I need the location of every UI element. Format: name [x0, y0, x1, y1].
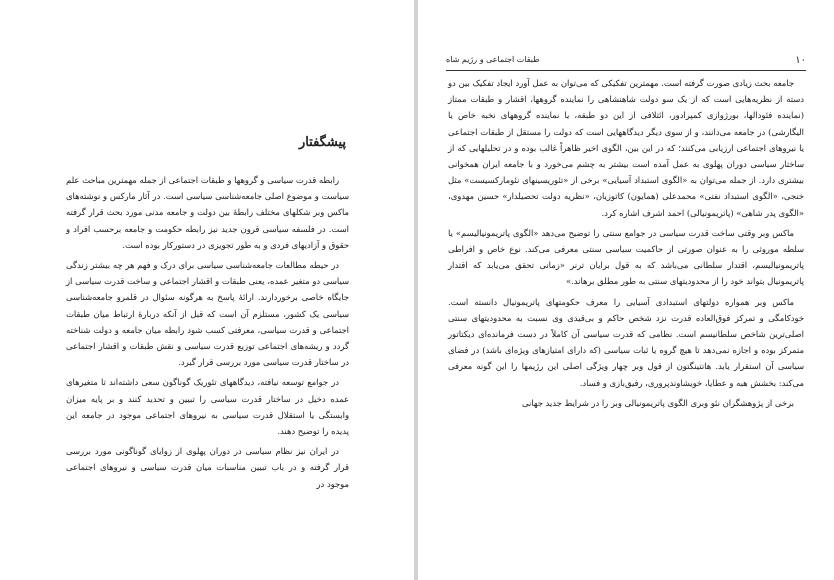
right-body-text [448, 75, 804, 415]
right-page [418, 0, 834, 580]
paragraph: در ایران نیز نظام سیاسی در دوران پهلوی از زوایای گوناگونی مورد بررسی قرار گرفته و در باب تبیین مناسبات میان قدرت سیاسی و نیروهای اجتماعی موجود در [66, 446, 349, 489]
chapter-title: پیشگفتار [298, 135, 346, 150]
paragraph: در جوامع توسعه نیافته، دیدگاههای تئوریک گوناگون سعی داشته‌اند تا متغیرهای عمده دخیل در ساختار قدرت سیاسی را تبیین و تحدید کنند و بر پایه میزان وابستگی یا استقلال قدرت سیاسی به نیروهای اجتماعی موجود در جامعه این پدیده را توضیح دهند. [66, 377, 349, 437]
paragraph: رابطه قدرت سیاسی و گروهها و طبقات اجتماعی از جمله مهمترین مباحث علم سیاست و موضوع اصلی جامعه‌شناسی سیاسی است. در آثار مارکس و نوشته‌های ماکس وبر شکلهای مختلف رابطهٔ بین دولت و جامعه مدنی مورد بحث قرار گرفته است. در فلسفه سیاسی قرون جدید نیز رابطه حکومت و جامعه برحسب افراد و حقوق و آزادیهای فردی و به طور تجویزی در دستورکار بوده است. [66, 175, 349, 250]
paragraph: ماکس وبر همواره دولتهای استبدادی آسیایی را معرف حکومتهای پاتریمونیال دانسته است. خودکامگی و تمرکز فوق‌العاده قدرت نزد شخص حاکم و بی‌قیدی وی نسبت به محدودیتهای سنتی اصلی‌ترین شاخص سلطانیسم است. نظامی که قدرت سیاسی آن کاملاً در دست فرمانده‌ای دیکتاتور متمرکز بوده و اجازه نمی‌دهد تا هیچ گروه یا ثبات سیاسی (که دارای امتیازهای ویژه‌ای باشد) در فضای سیاسی آن استقرار یابد. هانتینگتون از قول وبر چهار ویژگی اصلی این رژیمها را این گونه معرفی می‌کند: بخشش هبه و عطایا، خویشاوندپروری، رفیق‌بازی و فساد. [448, 296, 804, 388]
header-rule [446, 70, 806, 71]
running-title: طبقات اجتماعی و رژیم شاه [446, 55, 540, 64]
paragraph: در حیطه مطالعات جامعه‌شناسی سیاسی برای درک و فهم هر چه بیشتر زندگی سیاسی دو متغیر عمده، یعنی طبقات و اقشار اجتماعی و ساخت قدرت سیاسی از جایگاه خاصی برخوردارند. ارائهٔ پاسخ به هرگونه سئوال در قلمرو جامعه‌شناسی سیاسی یک کشور، مستلزم آن است که قبل از آنکه دربارهٔ ارتباط میان طبقات اجتماعی و قدرت سیاسی، معرفتی کسب شود رابطه میان جامعه و دولت شناخته گردد و ریشه‌های اجتماعی توزیع قدرت سیاسی و نقش طبقات و اقشار اجتماعی در ساختار قدرت سیاسی مورد بررسی قرار گیرد. [66, 260, 349, 368]
paragraph: ماکس وبر وقتی ساخت قدرت سیاسی در جوامع سنتی را توضیح می‌دهد «الگوی پاتریمونیالیسم» یا سلطه موروثی را به عنوان صورتی از حاکمیت سیاسی سنتی معرفی می‌کند. نوع خاص و افراطی پاتریمونیالیسم، اقتدار سلطانی می‌باشد که به قول برایان ترنر «زمانی تحقق می‌یابد که اقتدار پاتریمونیال بتواند خود را از محدودیتهای سنتی به طور مطلق برهاند.» [448, 227, 804, 287]
paragraph: برخی از پژوهشگران نئو وبری الگوی پاتریمونیالی وبر را در شرایط جدید جهانی [521, 397, 794, 408]
running-header [446, 55, 806, 67]
paragraph: جامعه بحث زیادی صورت گرفته است. مهمترین تفکیکی که می‌توان به عمل آورد ایجاد تفکیک بین دو دسته از نظریه‌هایی است که از یک سو دولت شاهنشاهی را نماینده گروهها، اقشار و طبقات ممتاز (نماینده فئودالها، بورژوازی کمپرادور، ائتلافی از این دو طبقه، یا نماینده گروههای نخبه خاص یا الیگارشی) در جامعه می‌دانند، و از سوی دیگر دیدگاههایی است که دولت را مستقل از طبقات اجتماعی یا نیروهای اجتماعی ارزیابی می‌کنند؛ که در این بین، الگوی اخیر ظاهراً غالب بوده و در تحلیلهایی که از ساختار سیاسی دوران پهلوی به عمل آمده است بیشتر به چشم می‌خورد و با جامعه ایران همخوانی بیشتری دارد. از جمله می‌توان به «الگوی استبداد آسیایی» برخی از «تئوریسینهای نئومارکسیست» مثل خنجی، «الگوی استبداد نفتی» محمدعلی (همایون) کاتوزیان، «نظریه دولت تحصیلدار» حسین مهدوی، «الگوی پدر شاهی» (پاتریمونیالی) احمد اشرف اشاره کرد. [448, 78, 804, 218]
page-number: ۱۰ [795, 55, 806, 66]
left-body-text [66, 172, 349, 496]
left-page [0, 0, 414, 580]
